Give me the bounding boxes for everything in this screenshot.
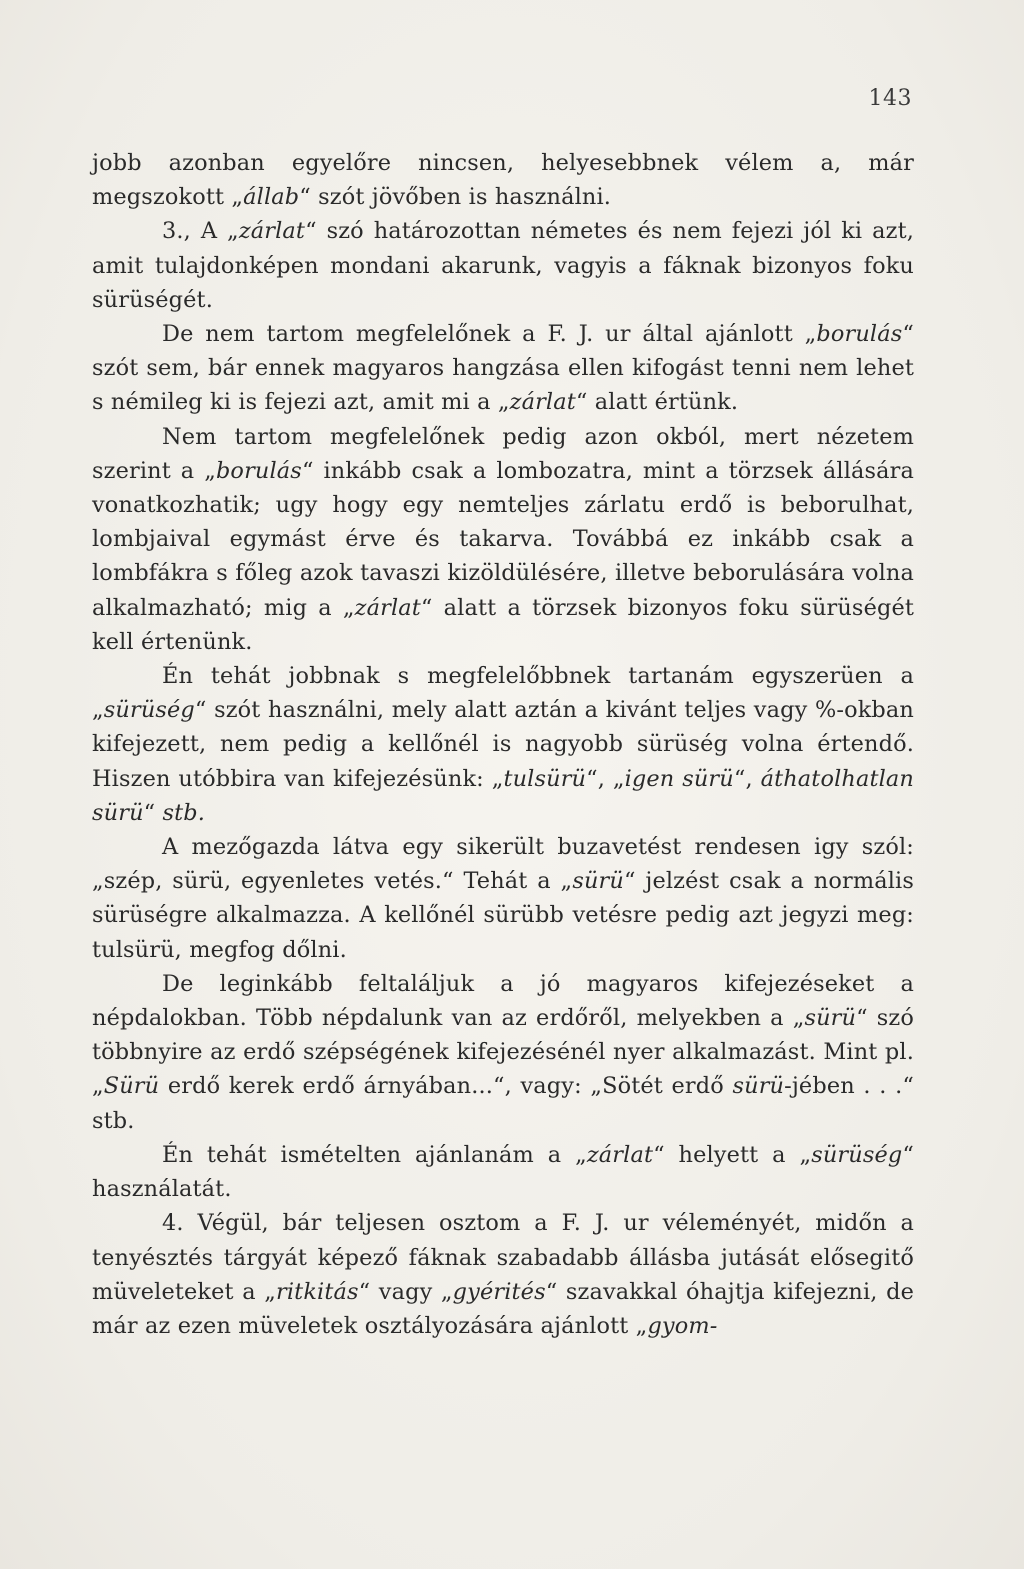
text-run: “ szót jövőben is használni. xyxy=(299,184,612,211)
text-run: “ vagy „ xyxy=(358,1278,453,1305)
text-run: “ jelzést csak a normális sürüségre alkalmazza. A kellőnél sürübb vetésre pedig azt jegyzi meg: tulsürü, megfog dőlni. xyxy=(92,868,914,963)
italic-term: ritkitás xyxy=(276,1278,359,1305)
paragraph xyxy=(92,317,914,420)
text-run: “ szót használni, mely alatt aztán a kivánt teljes vagy %-okban kifejezett, nem pedig a kellőnél is nagyobb sürüség volna értendő. Hiszen utóbbira van kifejezésünk: „ xyxy=(92,697,914,792)
italic-term: gyérités xyxy=(452,1278,546,1305)
text-run: “ szó többnyire az erdő szépségének kifejezésénél nyer alkalmazást. Mint pl. „ xyxy=(92,1005,914,1100)
italic-term: borulás xyxy=(215,457,302,484)
body-text xyxy=(92,146,914,1343)
italic-term: zárlat xyxy=(354,594,421,621)
text-run: “ szót sem, bár ennek magyaros hangzása ellen kifogást tenni nem lehet s némileg ki is fejezi azt, amit mi a „ xyxy=(92,321,914,416)
italic-term: igen sürü xyxy=(624,765,734,792)
italic-term: zárlat xyxy=(586,1141,654,1168)
text-run: erdő kerek erdő árnyában...“, vagy: „Sötét erdő xyxy=(159,1073,733,1100)
text-run: “, xyxy=(733,765,761,792)
paragraph xyxy=(92,659,914,830)
text-run: 3., A „ xyxy=(162,218,239,245)
text-run: “ szó határozottan németes és nem fejezi jól ki azt, amit tulajdonképen mondani akarunk, vagyis a fáknak bizonyos foku sürüségét. xyxy=(92,218,914,313)
text-run: “, „ xyxy=(586,765,625,792)
italic-term: Sürü xyxy=(103,1073,160,1100)
paragraph xyxy=(92,146,914,214)
text-run: “ alatt értünk. xyxy=(575,389,739,416)
italic-term: sürü xyxy=(572,868,624,895)
italic-term: áthatolhatlan sürü xyxy=(92,765,914,826)
text-run: Én tehát ismételten ajánlanám a „ xyxy=(162,1141,587,1168)
text-run: jobb azonban egyelőre nincsen, helyesebbnek vélem a, már megszokott „ xyxy=(92,150,914,211)
text-run: -jében . . .“ stb. xyxy=(92,1073,914,1134)
page-number: 143 xyxy=(868,86,912,111)
italic-term: sürü xyxy=(732,1073,785,1100)
text-run: Nem tartom megfelelőnek pedig azon okból, mert nézetem szerint a „ xyxy=(92,423,914,484)
italic-term: állab xyxy=(243,184,300,211)
paragraph xyxy=(92,214,914,317)
text-run: De leginkább feltaláljuk a jó magyaros kifejezéseket a népdalokban. Több népdalunk van az erdőről, melyekben a „ xyxy=(92,970,914,1032)
text-run: A mezőgazda látva egy sikerült buzavetést rendesen igy szól: „szép, sürü, egyenletes vetés.“ Tehát a „ xyxy=(92,834,914,895)
paragraph xyxy=(92,1206,914,1343)
italic-term: sürü xyxy=(804,1005,857,1032)
text-run: Én tehát jobbnak s megfelelőbbnek tartanám egyszerüen a „ xyxy=(92,663,914,724)
italic-term: sürüség xyxy=(811,1141,903,1168)
text-run: De nem tartom megfelelőnek a F. J. ur által ajánlott „ xyxy=(162,321,817,348)
text-run: “ szavakkal óhajtja kifejezni, de már az ezen müveletek osztályozására ajánlott „ xyxy=(92,1278,914,1339)
text-run: “ xyxy=(143,799,163,826)
text-run: 4. Végül, bár teljesen osztom a F. J. ur véleményét, midőn a tenyésztés tárgyát képező fáknak szabadabb állásba jutását elősegitő müveleteket a „ xyxy=(92,1210,914,1305)
italic-term: zárlat xyxy=(238,218,306,245)
text-run: “ alatt a törzsek bizonyos foku sürüségét kell értenünk. xyxy=(92,594,915,655)
text-run: “ helyett a „ xyxy=(653,1141,812,1168)
italic-term: zárlat xyxy=(509,389,576,416)
italic-term: sürüség xyxy=(103,697,195,724)
italic-term: tulsürü xyxy=(503,765,587,792)
paragraph xyxy=(92,1138,914,1206)
text-run: “ inkább csak a lombozatra, mint a törzsek állására vonatkozhatik; ugy hogy egy nemteljes zárlatu erdő is beborulhat, lombjaival egymást érve és takarva. Továbbá ez inkább csak a lombfákra s főleg azok tavaszi kizöldülésére, illetve beborulására volna alkalmazható; mig a „ xyxy=(92,457,914,621)
italic-term: stb. xyxy=(162,799,206,826)
italic-term: borulás xyxy=(816,321,903,348)
paragraph xyxy=(92,830,914,967)
text-run: “ használatát. xyxy=(92,1141,914,1203)
paragraph xyxy=(92,967,914,1138)
italic-term: gyom- xyxy=(647,1312,718,1339)
paragraph xyxy=(92,420,914,659)
